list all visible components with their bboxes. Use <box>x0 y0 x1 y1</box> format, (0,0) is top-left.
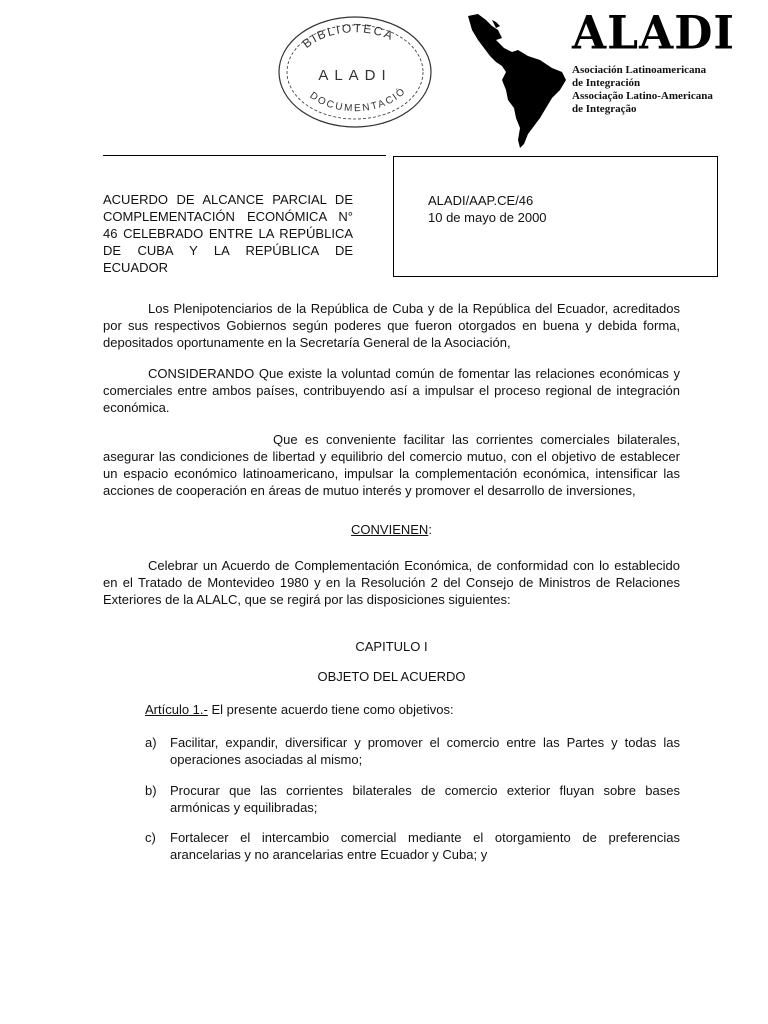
brand-subtitle-line: Asociación Latinoamericana <box>572 64 707 76</box>
list-item <box>145 734 680 768</box>
convienen-colon: : <box>428 522 432 537</box>
brand-subtitle <box>572 64 732 116</box>
aladi-brand <box>572 6 735 116</box>
article-1 <box>145 701 680 718</box>
paragraph-conveniente: Que es conveniente facilitar las corrientes comerciales bilaterales, asegurar las condiciones de libertad y equilibrio del comercio mutuo, con el objetivo de establecer un espacio económico latinoamericano, impulsar la complementación económica, intensificar las acciones de cooperación en áreas de mutuo interés y promover el desarrollo de inversiones, <box>103 432 680 498</box>
paragraph-plenipotentiaries: Los Plenipotenciarios de la República de Cuba y de la República del Ecuador, acreditados por sus respectivos Gobiernos según poderes que fueron otorgados en buena y debida forma, depositados oportunamente en la Secretaría General de la Asociación, <box>103 301 680 350</box>
article-label: Artículo 1.- <box>145 702 208 717</box>
list-marker: c) <box>145 830 156 845</box>
list-item <box>145 782 680 816</box>
map-icon <box>462 10 577 150</box>
paragraph-considerando: CONSIDERANDO Que existe la voluntad común de fomentar las relaciones económicas y comerciales entre ambos países, contribuyendo así a impulsar el proceso regional de integración económica. <box>103 366 680 415</box>
header-divider <box>103 155 386 156</box>
list-item <box>145 829 680 863</box>
document-date: 10 de mayo de 2000 <box>428 210 547 225</box>
stamp-middle-text: ALADI <box>318 67 392 84</box>
brand-subtitle-line: de Integração <box>572 103 637 115</box>
list-marker: b) <box>145 783 157 798</box>
brand-subtitle-line: de Integración <box>572 77 641 89</box>
stamp-bottom-text: DOCUMENTACIÓ <box>307 85 409 115</box>
list-marker: a) <box>145 735 157 750</box>
chapter-title: OBJETO DEL ACUERDO <box>317 669 466 684</box>
article-text: El presente acuerdo tiene como objetivos: <box>207 702 454 717</box>
brand-title: ALADI <box>572 6 735 61</box>
document-reference: ALADI/AAP.CE/46 <box>428 193 534 208</box>
library-stamp <box>275 12 435 132</box>
list-item-text: Fortalecer el intercambio comercial mediante el otorgamiento de preferencias arancelarias y no arancelarias entre Ecuador y Cuba; y <box>170 830 680 862</box>
list-item-text: Procurar que las corrientes bilaterales de comercio exterior fluyan sobre bases armónicas y equilibradas; <box>170 783 680 815</box>
reference-box <box>393 156 718 277</box>
paragraph-celebrar: Celebrar un Acuerdo de Complementación Económica, de conformidad con lo establecido en el Tratado de Montevideo 1980 y en la Resolución 2 del Consejo de Ministros de Relaciones Exteriores de la ALALC, que se regirá por las disposiciones siguientes: <box>103 558 680 607</box>
document-title: ACUERDO DE ALCANCE PARCIAL DE COMPLEMENTACIÓN ECONÓMICA N° 46 CELEBRADO ENTRE LA REPÚBLICA DE CUBA Y LA REPÚBLICA DE ECUADOR <box>103 192 353 275</box>
chapter-heading: CAPITULO I <box>355 639 428 654</box>
brand-subtitle-line: Associação Latino-Americana <box>572 90 713 102</box>
convienen-label: CONVIENEN <box>351 522 429 537</box>
list-item-text: Facilitar, expandir, diversificar y promover el comercio entre las Partes y todas las operaciones asociadas al mismo; <box>170 735 680 767</box>
stamp-top-text: BIBLIOTECA <box>299 21 397 51</box>
convienen-heading <box>103 521 680 538</box>
stamp-graphic <box>275 12 435 132</box>
latin-america-map-logo <box>462 10 577 150</box>
